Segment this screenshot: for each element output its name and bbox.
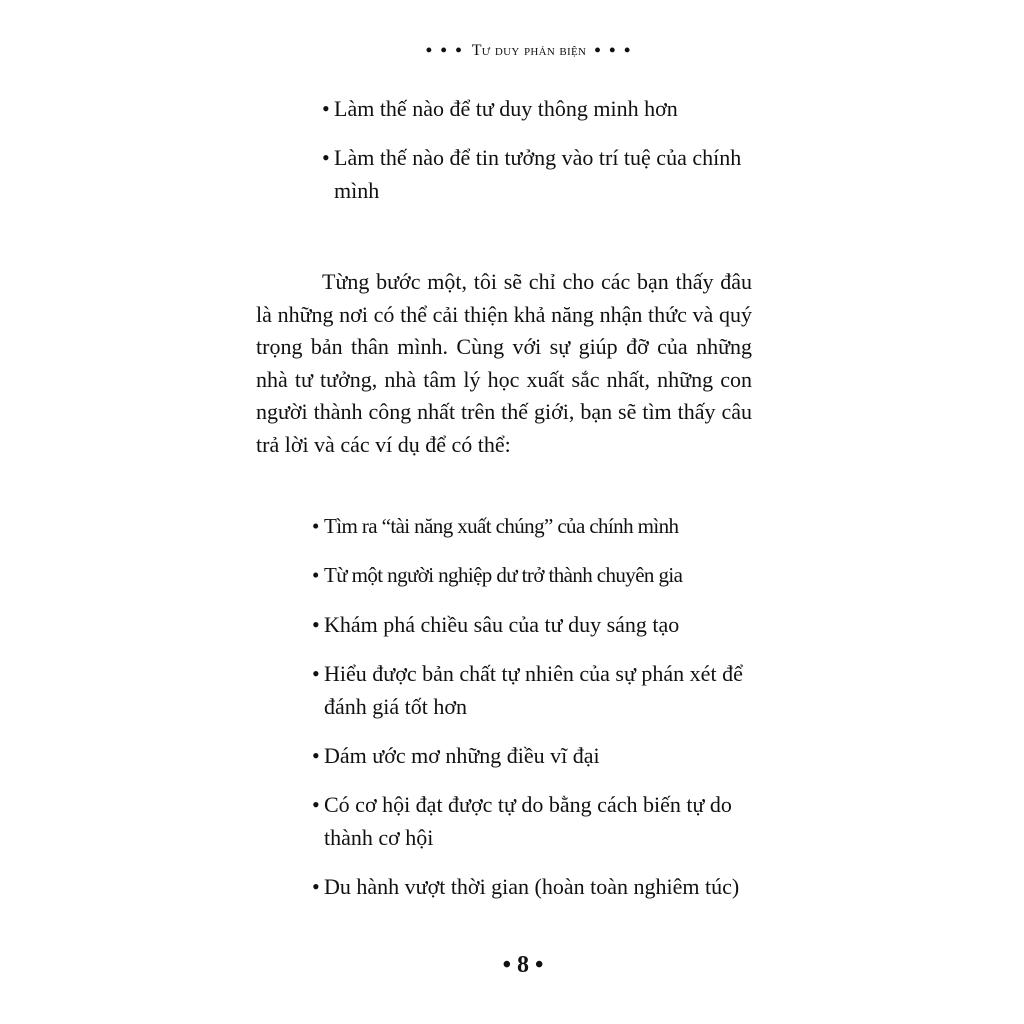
bullet-icon: • <box>312 661 320 686</box>
bullet-icon: • <box>322 96 330 121</box>
header-dots-left: • • • <box>425 40 464 60</box>
list-item-text: Tìm ra “tài năng xuất chúng” của chính mình <box>324 514 679 538</box>
list-item-text: Làm thế nào để tư duy thông minh hơn <box>334 96 678 121</box>
list-item <box>312 559 758 592</box>
list-item-text: Hiểu được bản chất tự nhiên của sự phán xét để đánh giá tốt hơn <box>324 661 743 719</box>
page-number: • 8 • <box>502 952 544 978</box>
list-item <box>322 141 762 207</box>
list-item <box>322 92 762 125</box>
list-item <box>312 739 758 772</box>
list-item <box>312 870 758 903</box>
list-item-text: Có cơ hội đạt được tự do bằng cách biến tự do thành cơ hội <box>324 792 732 850</box>
list-item <box>312 608 758 641</box>
header-title: Tư duy phản biện <box>471 41 587 59</box>
bullet-icon: • <box>312 874 320 899</box>
list-item-text: Khám phá chiều sâu của tư duy sáng tạo <box>324 612 680 637</box>
list-item-text: Du hành vượt thời gian (hoàn toàn nghiêm túc) <box>324 874 740 899</box>
list-item <box>312 510 758 543</box>
bullet-icon: • <box>312 563 319 587</box>
bullet-icon: • <box>312 514 319 538</box>
body-paragraph: Từng bước một, tôi sẽ chỉ cho các bạn thấy đâu là những nơi có thể cải thiện khả năng nhận thức và quý trọng bản thân mình. Cùng với sự giúp đỡ của những nhà tư tưởng, nhà tâm lý học xuất sắc nhất, những con người thành công nhất trên thế giới, bạn sẽ tìm thấy câu trả lời và các ví dụ để có thể: <box>256 269 752 457</box>
bottom-bullet-list <box>312 510 758 919</box>
top-bullet-list <box>322 92 762 207</box>
list-item <box>312 788 758 854</box>
list-item-text: Làm thế nào để tin tưởng vào trí tuệ của chính mình <box>334 145 742 203</box>
header-dots-right: • • • <box>594 40 633 60</box>
bullet-icon: • <box>312 612 320 637</box>
list-item-text: Dám ước mơ những điều vĩ đại <box>324 743 600 768</box>
list-item <box>312 657 758 723</box>
bullet-icon: • <box>312 792 320 817</box>
bullet-icon: • <box>312 743 320 768</box>
bullet-icon: • <box>322 145 330 170</box>
list-item-text: Từ một người nghiệp dư trở thành chuyên gia <box>324 563 683 587</box>
running-header <box>0 40 1024 61</box>
